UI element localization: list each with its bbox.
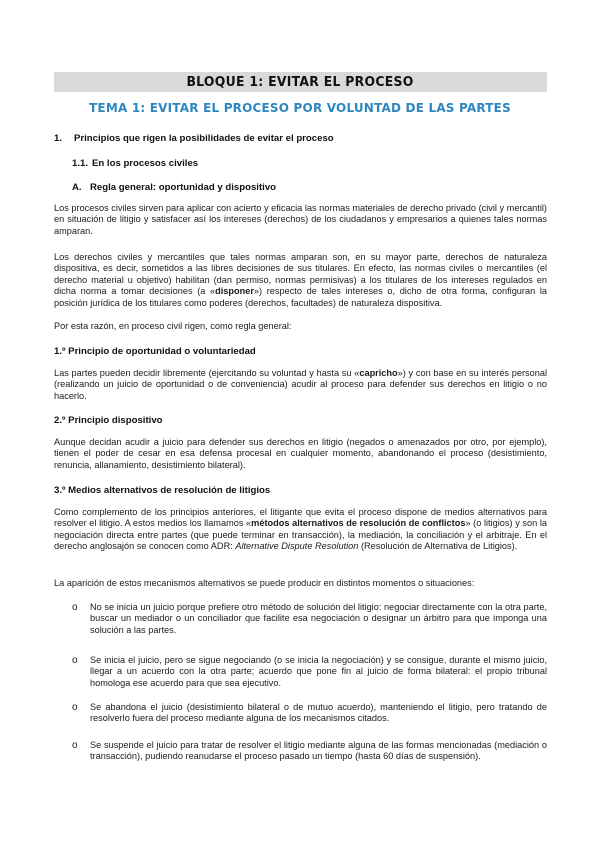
heading-medios: 3.º Medios alternativos de resolución de litigios [54,485,271,496]
paragraph-6-emphasis: métodos alternativos de resolución de conflictos [251,518,466,529]
heading-a-letter: A. [72,182,82,193]
heading-a-text: Regla general: oportunidad y dispositivo [90,182,277,193]
list-item: Se abandona el juicio (desistimiento bilateral o de mutuo acuerdo), manteniendo el litigio, pero tratando de resolverlo fuera del proceso mediante alguna de los mecanismos citados. [90,702,547,724]
paragraph-2-emphasis: disponer [215,286,254,297]
paragraph-3: Por esta razón, en proceso civil rigen, como regla general: [54,321,292,331]
heading-1-1 [72,158,198,169]
heading-1 [54,133,334,144]
heading-1-number: 1. [54,133,63,144]
list-item: Se inicia el juicio, pero se sigue negociando (o se inicia la negociación) y se consigue, durante el mismo juicio, llegar a un acuerdo con la otra parte; acuerdo que pone fin al juicio de forma bilateral: el propio tribunal homologa ese acuerdo para que sea ejecutivo. [90,655,547,688]
paragraph-4-emphasis: capricho [359,368,398,378]
paragraph-6-text-b: » (o litigios) y son la negociación directa entre partes (que puede terminar en transacción), la mediación, la conciliación y el arbitraje. En el derecho anglosajón se conocen como ADR: [54,518,547,552]
paragraph-6-text-c: (Resolución de Alternativa de Litigios). [358,541,518,552]
paragraph-6-italic: Alternative Dispute Resolution [235,541,359,552]
bullet-marker: o [72,655,78,666]
paragraph-2 [54,252,547,309]
list-item: No se inicia un juicio porque prefiere otro método de solución del litigio: negociar directamente con la otra parte, buscar un mediador o un conciliador que facilite esa negociación o designar un árbitro para que imponga una solución a las partes. [90,602,547,635]
heading-1-1-number: 1.1. [72,158,89,169]
heading-oportunidad: 1.º Principio de oportunidad o voluntariedad [54,346,256,357]
bullet-marker: o [72,740,78,751]
paragraph-1: Los procesos civiles sirven para aplicar con acierto y eficacia las normas materiales de derecho privado (civil y mercantil) en situación de litigio y satisfacer así los intereses (derechos) de los ciudadanos y empresarios a quienes tales normas amparan. [54,203,547,236]
heading-1-text: Principios que rigen la posibilidades de evitar el proceso [74,133,334,144]
list-item: Se suspende el juicio para tratar de resolver el litigio mediante alguna de las formas mencionadas (mediación o transacción), pudiendo reanudarse el proceso pasado un tiempo (hasta 60 días de suspensión). [90,740,547,762]
paragraph-6-text-a: Como complemento de los principios anteriores, el litigante que evita el proceso dispone de medios alternativos para resolver el litigio. A estos medios los llamamos « [54,507,547,529]
bullet-marker: o [72,602,78,613]
paragraph-7: La aparición de estos mecanismos alternativos se puede producir en distintos momentos o situaciones: [54,578,475,588]
paragraph-4-text-a: Las partes pueden decidir libremente (ejercitando su voluntad y hasta su « [54,368,360,378]
heading-1-1-text: En los procesos civiles [92,158,199,169]
bullet-marker: o [72,702,78,713]
heading-a [72,182,276,193]
paragraph-6 [54,507,547,553]
topic-title: TEMA 1: EVITAR EL PROCESO POR VOLUNTAD DE LAS PARTES [89,101,511,115]
block-title: BLOQUE 1: EVITAR EL PROCESO [186,74,414,90]
paragraph-2-text-a: Los derechos civiles y mercantiles que tales normas amparan son, en su mayor parte, derechos de naturaleza dispositiva, es decir, sometidos a las libres decisiones de sus titulares. En efecto, las normas civiles o mercantiles (el derecho material u objetivo) habilitan (dan permiso, normas permisivas) a los titulares de los intereses regulados en dicha norma a tomar decisiones (a « [54,252,547,297]
paragraph-4 [54,368,547,402]
heading-dispositivo: 2.º Principio dispositivo [54,415,163,426]
paragraph-2-text-b: ») respecto de tales intereses o, dicho de otra forma, configuran la posición jurídica de los titulares como poderes (derechos, facultades) de naturaleza dispositiva. [54,286,547,308]
paragraph-4-text-b: ») y con base en su interés personal (realizando un juicio de oportunidad o de conveniencia) acudir al proceso para defender sus derechos en litigio o no hacerlo. [54,368,548,401]
paragraph-5: Aunque decidan acudir a juicio para defender sus derechos en litigio (negados o amenazados por otro, por ejemplo), tienen el poder de cesar en esa defensa procesal en cualquier momento, abandonando el proceso (desistimiento, renuncia, allanamiento, desistimiento bilateral). [54,437,547,470]
